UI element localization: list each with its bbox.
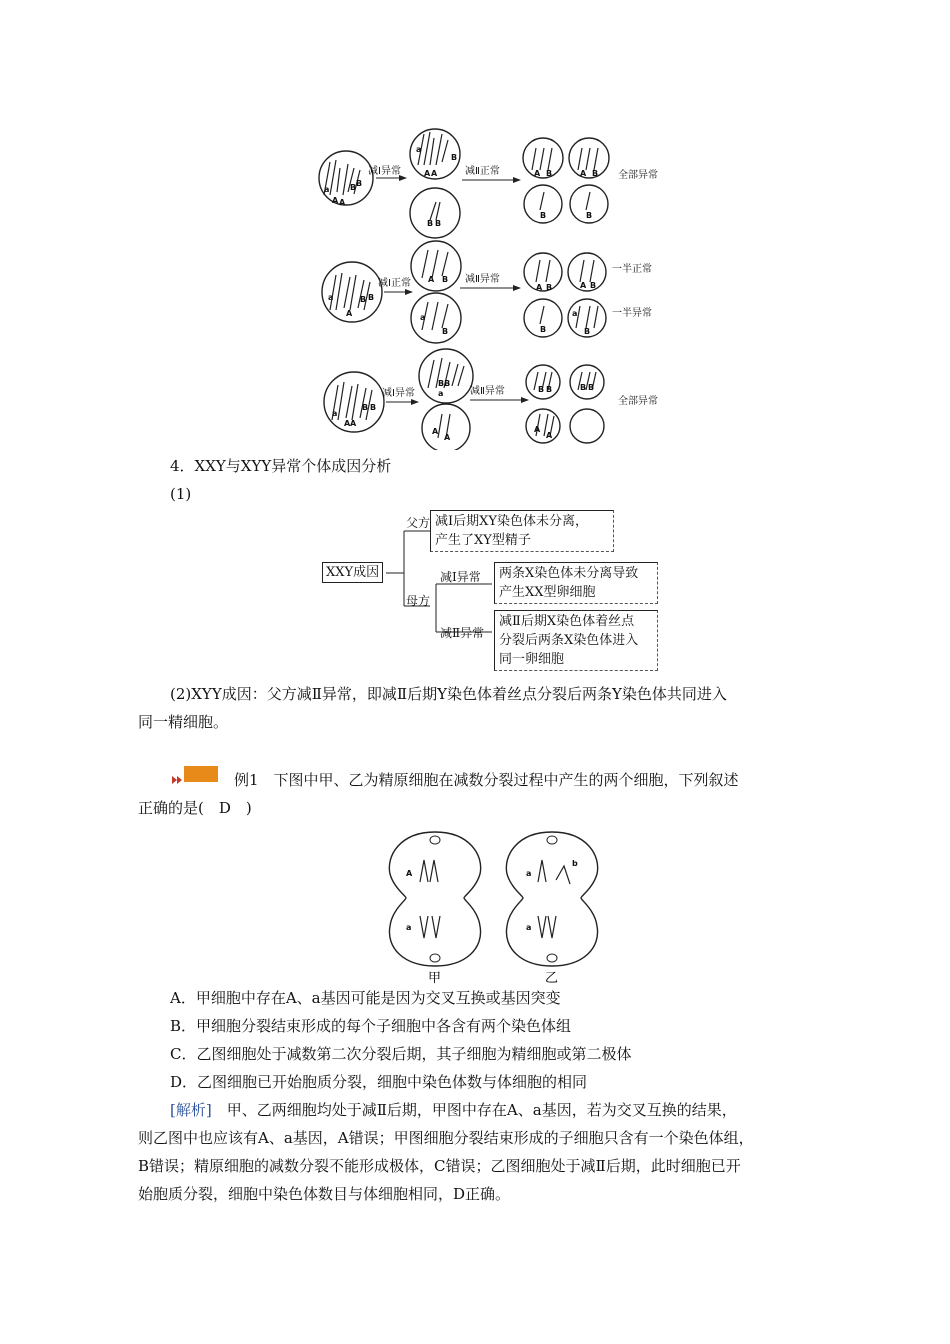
- m1-box-line2: 产生XX型卵细胞: [499, 585, 596, 600]
- svg-text:BB: BB: [438, 379, 451, 388]
- row2-result-top: 一半正常: [612, 264, 652, 275]
- svg-text:a: a: [406, 923, 412, 932]
- svg-text:B: B: [451, 153, 458, 162]
- analysis-line4: 始胞质分裂，细胞中染色体数目与体细胞相同，D正确。: [138, 1185, 511, 1203]
- svg-text:A: A: [424, 169, 431, 178]
- svg-text:a: a: [526, 869, 532, 878]
- meiosis-diagram: [310, 120, 690, 450]
- m2-box: [494, 610, 658, 671]
- cell-jia: [389, 832, 480, 966]
- m1-box-line1: 两条X染色体未分离导致: [499, 566, 639, 581]
- svg-text:B: B: [368, 293, 375, 302]
- svg-text:A: A: [534, 425, 541, 434]
- row2: [322, 241, 652, 343]
- svg-text:A: A: [580, 281, 587, 290]
- svg-text:B: B: [360, 295, 367, 304]
- svg-text:A: A: [339, 198, 346, 207]
- svg-text:a: a: [438, 389, 444, 398]
- row3-arrow2-label: 减Ⅱ异常: [470, 386, 505, 397]
- svg-text:B: B: [540, 211, 547, 220]
- example-cells-figure: [380, 826, 610, 986]
- svg-text:A: A: [428, 275, 435, 284]
- row1-result: 全部异常: [618, 170, 658, 181]
- tree-mother: 母方: [406, 594, 431, 608]
- svg-text:B: B: [580, 383, 587, 392]
- option-a: A．甲细胞中存在A、a基因可能是因为交叉互换或基因突变: [170, 989, 561, 1007]
- section4-sub1: (1): [170, 485, 192, 503]
- svg-text:B: B: [592, 169, 599, 178]
- svg-text:A: A: [444, 433, 451, 442]
- xxy-tree: [320, 506, 660, 676]
- section4-title: 4．XXY与XYY异常个体成因分析: [170, 457, 392, 475]
- section4-sub2-line1: (2)XYY成因：父方减Ⅱ异常，即减Ⅱ后期Y染色体着丝点分裂后两条Y染色体共同进入: [170, 685, 727, 703]
- svg-text:A: A: [350, 419, 357, 428]
- analysis-line2: 则乙图中也应该有A、a基因，A错误；甲图细胞分裂结束形成的子细胞只含有一个染色体组，: [138, 1129, 754, 1147]
- svg-text:B: B: [538, 385, 545, 394]
- svg-text:B: B: [586, 211, 593, 220]
- example-question-line1: 例1 下图中甲、乙为精原细胞在减数分裂过程中产生的两个细胞，下列叙述: [234, 771, 739, 789]
- row3-arrow1-label: 减Ⅰ异常: [382, 388, 415, 399]
- example-question-line2: 正确的是( D ): [138, 799, 252, 817]
- svg-text:a: a: [332, 409, 338, 418]
- row3-result: 全部异常: [618, 396, 658, 407]
- svg-text:A: A: [406, 869, 413, 878]
- svg-text:A: A: [534, 169, 541, 178]
- row2-result-bottom: 一半异常: [612, 308, 652, 319]
- svg-text:B: B: [584, 327, 591, 336]
- svg-text:a: a: [416, 145, 422, 154]
- analysis-line1: [170, 1100, 737, 1120]
- option-c: C．乙图细胞处于减数第二次分裂后期，其子细胞为精细胞或第二极体: [170, 1045, 632, 1063]
- option-d: D．乙图细胞已开始胞质分裂，细胞中染色体数与体细胞的相同: [170, 1073, 588, 1091]
- row3: [324, 349, 658, 450]
- tree-root: XXY成因: [322, 562, 383, 583]
- svg-text:B: B: [442, 327, 449, 336]
- svg-text:B: B: [435, 219, 442, 228]
- svg-text:A: A: [580, 169, 587, 178]
- svg-text:A: A: [344, 419, 351, 428]
- svg-text:a: a: [328, 293, 334, 302]
- svg-text:B: B: [546, 385, 553, 394]
- svg-text:B: B: [590, 281, 597, 290]
- row1-arrow1-label: 减Ⅰ异常: [368, 166, 401, 177]
- svg-text:A: A: [546, 431, 553, 440]
- cell1-label: 甲: [428, 971, 442, 986]
- svg-text:a: a: [572, 309, 578, 318]
- father-box-line1: 减Ⅰ后期XY染色体未分离，: [435, 514, 588, 529]
- tree-father: 父方: [406, 516, 431, 530]
- svg-text:B: B: [442, 275, 449, 284]
- m2-box-line1: 减Ⅱ后期X染色体着丝点: [499, 614, 635, 629]
- svg-text:B: B: [540, 325, 547, 334]
- svg-text:B: B: [356, 179, 363, 188]
- analysis-line1-text: 甲、乙两细胞均处于减Ⅱ后期，甲图中存在A、a基因，若为交叉互换的结果，: [211, 1101, 737, 1119]
- cell-yi: [506, 832, 597, 966]
- svg-text:B: B: [350, 183, 357, 192]
- example-arrow-icon: [172, 770, 182, 780]
- svg-text:b: b: [572, 859, 578, 868]
- m2-box-line2: 分裂后两条X染色体进入: [499, 633, 639, 648]
- row1-arrow2-label: 减Ⅱ正常: [465, 166, 500, 177]
- svg-text:A: A: [536, 283, 543, 292]
- m1-label: 减Ⅰ异常: [440, 570, 481, 584]
- row1: [319, 129, 658, 238]
- cell2-label: 乙: [545, 971, 559, 986]
- svg-text:B: B: [370, 403, 377, 412]
- father-box-line2: 产生了XY型精子: [435, 533, 531, 548]
- row2-arrow1-label: 减Ⅰ正常: [378, 278, 411, 289]
- section4-sub2-line2: 同一精细胞。: [138, 713, 229, 731]
- analysis-line3: B错误；精原细胞的减数分裂不能形成极体，C错误；乙图细胞处于减Ⅱ后期，此时细胞已开: [138, 1157, 741, 1175]
- svg-text:A: A: [346, 309, 353, 318]
- svg-text:A: A: [332, 196, 339, 205]
- example-tag-icon: [184, 766, 218, 782]
- svg-text:B: B: [427, 219, 434, 228]
- svg-text:B: B: [588, 383, 595, 392]
- svg-text:B: B: [546, 169, 553, 178]
- svg-text:B: B: [362, 403, 369, 412]
- m1-box: [494, 562, 658, 604]
- svg-text:a: a: [420, 313, 426, 322]
- analysis-tag: [解析]: [170, 1101, 212, 1119]
- svg-text:A: A: [431, 169, 438, 178]
- svg-text:a: a: [324, 185, 330, 194]
- row2-arrow2-label: 减Ⅱ异常: [465, 274, 500, 285]
- m2-label: 减Ⅱ异常: [440, 626, 485, 640]
- option-b: B．甲细胞分裂结束形成的每个子细胞中各含有两个染色体组: [170, 1017, 572, 1035]
- father-box: [430, 510, 614, 552]
- m2-box-line3: 同一卵细胞: [499, 652, 565, 667]
- svg-text:A: A: [432, 427, 439, 436]
- svg-text:a: a: [526, 923, 532, 932]
- svg-text:B: B: [546, 283, 553, 292]
